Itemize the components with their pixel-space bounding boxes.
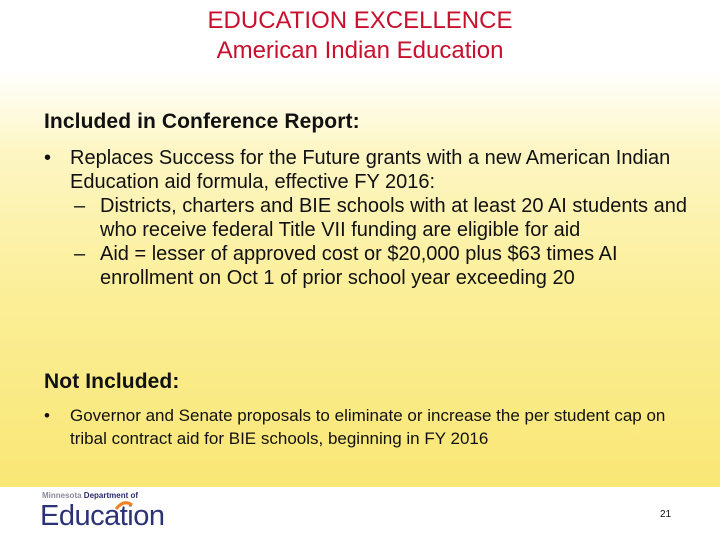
included-sub-item-2: [74, 242, 694, 290]
slide-title-line-1: EDUCATION EXCELLENCE: [207, 7, 513, 34]
footer: [0, 487, 720, 540]
dash-icon: –: [74, 243, 86, 265]
slide-title: [0, 0, 720, 74]
bullet-icon: •: [44, 406, 50, 425]
logo-swoosh-icon: [114, 499, 134, 513]
dash-icon: –: [74, 195, 86, 217]
not-included-section: [44, 368, 694, 450]
included-sub-item-1: [74, 194, 694, 242]
included-heading: Included in Conference Report:: [44, 110, 360, 133]
bullet-icon: •: [44, 147, 52, 169]
page-number: 21: [660, 509, 672, 520]
included-bullet-text: Replaces Success for the Future grants with a new American Indian Education aid formula, effective FY 2016:: [70, 147, 671, 193]
included-bullet: [44, 146, 694, 194]
included-sub-text-1: Districts, charters and BIE schools with at least 20 AI students and who receive federal Title VII funding are eligible for aid: [100, 195, 687, 241]
logo-state: Minnesota: [42, 491, 82, 500]
not-included-bullet: [44, 404, 694, 450]
not-included-heading: Not Included:: [44, 370, 180, 393]
included-section: [44, 108, 694, 290]
not-included-bullet-text: Governor and Senate proposals to eliminate or increase the per student cap on tribal contract aid for BIE schools, beginning in FY 2016: [70, 406, 666, 448]
mde-logo-wordmark: Education: [40, 500, 165, 532]
included-sub-text-2: Aid = lesser of approved cost or $20,000 plus $63 times AI enrollment on Oct 1 of prior school year exceeding 20: [100, 243, 618, 289]
slide-title-line-2: American Indian Education: [216, 37, 504, 64]
logo-dept: Department of: [83, 491, 139, 500]
